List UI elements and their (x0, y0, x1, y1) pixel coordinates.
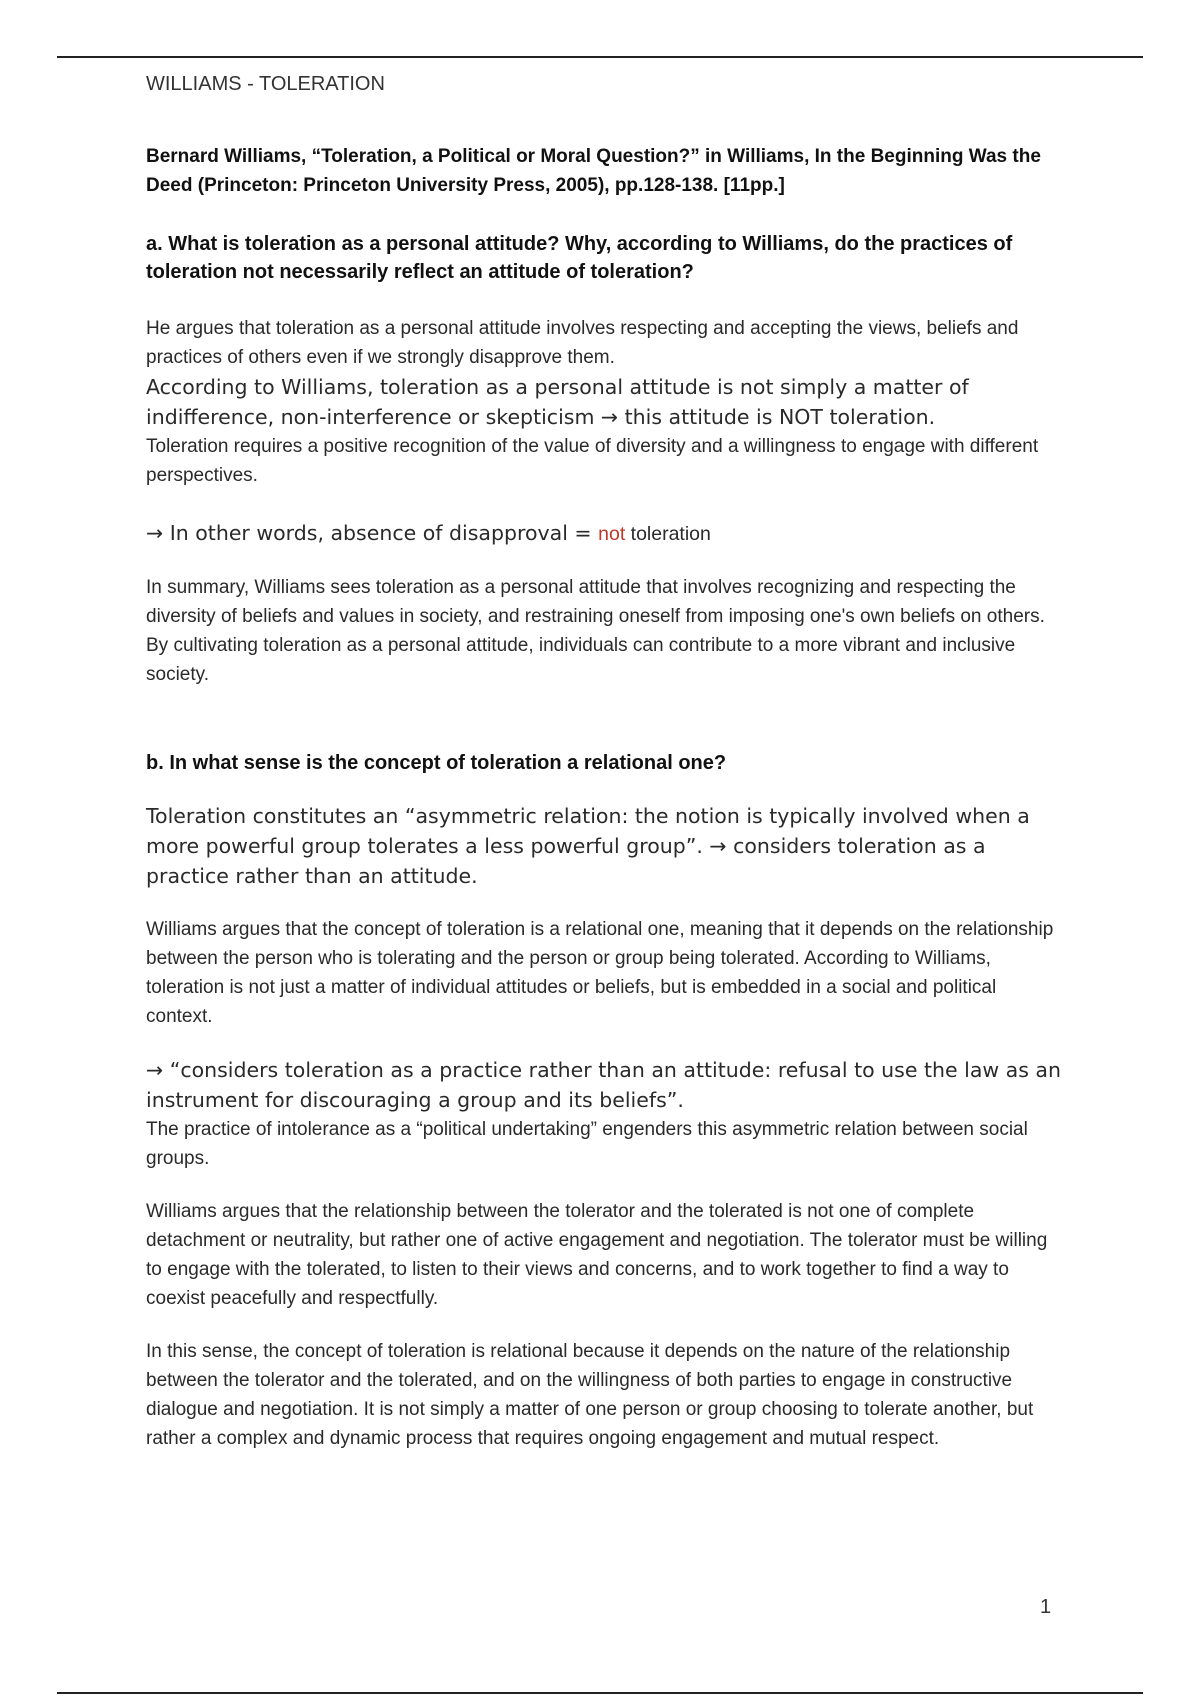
top-rule (57, 56, 1143, 58)
paragraph-b3: → “considers toleration as a practice rather than an attitude: refusal to use the law as an instrument for discouraging a group and its beliefs”. (146, 1058, 1061, 1112)
paragraph-b5: Williams argues that the relationship between the tolerator and the tolerated is not one of complete detachment or neutrality, but rather one of active engagement and negotiation. The tolerator must be willing to engage with the tolerated, to listen to their views and concerns, and to work together to find a way to coexist peacefully and respectfully. (146, 1201, 1048, 1309)
question-a: a. What is toleration as a personal attitude? Why, according to Williams, do the practices of toleration not necessarily reflect an attitude of toleration? (146, 233, 1013, 283)
paragraph-a2: According to Williams, toleration as a personal attitude is not simply a matter of indifference, non-interference or skepticism → this attitude is NOT toleration. (146, 375, 969, 429)
paragraph-a4-prefix: → In other words, absence of disapproval = (146, 521, 599, 545)
highlight-not: not (598, 523, 626, 545)
question-b: b. In what sense is the concept of toleration a relational one? (146, 752, 727, 774)
paragraph-b2: Williams argues that the concept of toleration is a relational one, meaning that it depends on the relationship between the person who is tolerating and the person or group being tolerated. According to Williams, toleration is not just a matter of individual attitudes or beliefs, but is embedded in a social and political context. (146, 919, 1054, 1027)
paragraph-b4: The practice of intolerance as a “political undertaking” engenders this asymmetric relation between social groups. (146, 1119, 1028, 1169)
paragraph-a4 (146, 518, 1066, 549)
paragraph-b6: In this sense, the concept of toleration is relational because it depends on the nature of the relationship between the tolerator and the tolerated, and on the willingness of both parties to engage in constructive dialogue and negotiation. It is not simply a matter of one person or group choosing to tolerate another, but rather a complex and dynamic process that requires ongoing engagement and mutual respect. (146, 1341, 1034, 1449)
citation: Bernard Williams, “Toleration, a Political or Moral Question?” in Williams, In the Beginning Was the Deed (Princeton: Princeton University Press, 2005), pp.128-138. [11pp.] (146, 146, 1041, 196)
paragraph-b1: Toleration constitutes an “asymmetric relation: the notion is typically involved when a more powerful group tolerates a less powerful group”. → considers toleration as a practice rather than an attitude. (146, 804, 1030, 888)
document-page (146, 70, 1066, 1453)
paragraph-a3: Toleration requires a positive recognition of the value of diversity and a willingness to engage with different perspectives. (146, 436, 1039, 486)
page-number: 1 (1040, 1596, 1052, 1618)
page-header: WILLIAMS - TOLERATION (146, 73, 385, 95)
paragraph-a4-suffix: toleration (625, 523, 711, 545)
paragraph-a1: He argues that toleration as a personal attitude involves respecting and accepting the views, beliefs and practices of others even if we strongly disapprove them. (146, 318, 1019, 368)
bottom-rule (57, 1692, 1143, 1694)
paragraph-a5: In summary, Williams sees toleration as a personal attitude that involves recognizing and respecting the diversity of beliefs and values in society, and restraining oneself from imposing one's own beliefs on others. By cultivating toleration as a personal attitude, individuals can contribute to a more vibrant and inclusive society. (146, 577, 1045, 685)
